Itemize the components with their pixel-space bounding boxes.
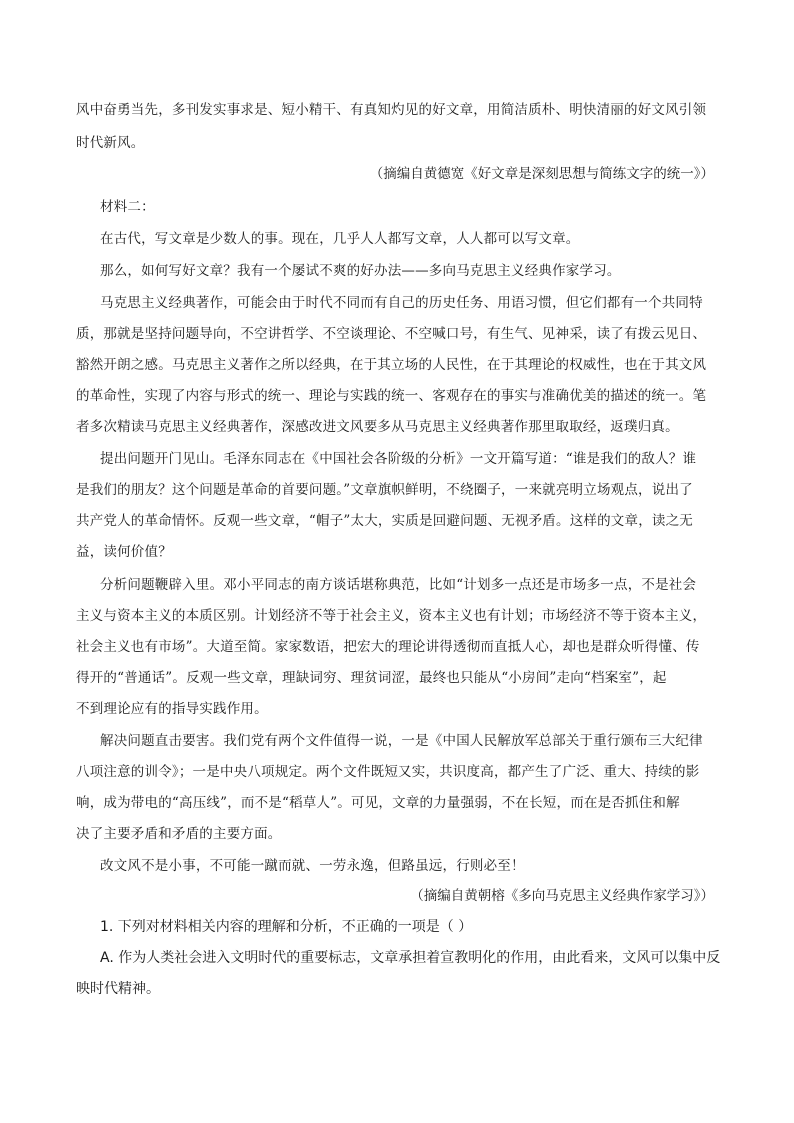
question-stem: 1. 下列对材料相关内容的理解和分析，不正确的一项是（ ） [100, 919, 473, 935]
paragraph: 在古代，写文章是少数人的事。现在，几乎人人都写文章，人人都可以写文章。 [100, 231, 580, 247]
paragraph-line: 的革命性，实现了内容与形式的统一、理论与实践的统一、客观存在的事实与准确优美的描述的统一。笔 [76, 388, 707, 404]
paragraph-line: 益，读何价值？ [76, 544, 172, 560]
paragraph-line: 主义与资本主义的本质区别。计划经济不等于社会主义，资本主义也有计划；市场经济不等于资本主义， [76, 608, 707, 624]
paragraph-line: 社会主义也有市场”。大道至简。家家数语，把宏大的理论讲得透彻而直抵人心，却也是群众听得懂、传 [76, 639, 700, 655]
paragraph-line: 共产党人的革命情怀。反观一些文章，“帽子”太大，实质是回避问题、无视矛盾。这样的文章，读之无 [76, 513, 694, 529]
material-two-source: （摘编自黄朝榕《多向马克思主义经典作家学习》） [410, 888, 714, 904]
paragraph-line: 得开的“普通话”。反观一些文章，理缺词穷、理贫词涩，最终也只能从“小房间”走向“档案室”，起 [76, 670, 667, 686]
paragraph-line: 者多次精读马克思主义经典著作，深感改进文风要多从马克思主义经典著作那里取取经，返璞归真。 [76, 419, 679, 435]
paragraph: 改文风不是小事，不可能一蹴而就、一劳永逸，但路虽远，行则必至！ [100, 858, 525, 874]
paragraph-line: 提出问题开门见山。毛泽东同志在《中国社会各阶级的分析》一文开篇写道：“谁是我们的敌人？谁 [100, 451, 697, 467]
paragraph-line: 豁然开朗之感。马克思主义著作之所以经典，在于其立场的人民性，在于其理论的权威性，也在于其文风 [76, 357, 707, 373]
paragraph-line: 解决问题直击要害。我们党有两个文件值得一说，一是《中国人民解放军总部关于重行颁布三大纪律 [100, 733, 703, 749]
material-two-heading: 材料二： [100, 199, 155, 215]
option-a-line: A. 作为人类社会进入文明时代的重要标志，文章承担着宣教明化的作用，由此看来，文风可以集中反 [100, 950, 721, 966]
paragraph-line: 分析问题鞭辟入里。邓小平同志的南方谈话堪称典范，比如“计划多一点还是市场多一点，不是社会 [100, 577, 697, 593]
paragraph-line: 不到理论应有的指导实践作用。 [76, 701, 268, 717]
material-one-line: 风中奋勇当先，多刊发实事求是、短小精干、有真知灼见的好文章，用简洁质朴、明快清丽的好文风引领 [76, 102, 707, 118]
paragraph-line: 八项注意的训令》；一是中央八项规定。两个文件既短又实，共识度高，都产生了广泛、重大、持续的影 [76, 764, 700, 780]
material-one-source: （摘编自黄德宽《好文章是深刻思想与简练文字的统一》） [369, 166, 714, 182]
paragraph-line: 马克思主义经典著作，可能会由于时代不同而有自己的历史任务、用语习惯，但它们都有一个共同特 [100, 295, 703, 311]
option-a-line: 映时代精神。 [76, 981, 160, 997]
paragraph-line: 决了主要矛盾和矛盾的主要方面。 [76, 826, 282, 842]
material-one-line: 时代新风。 [76, 135, 145, 151]
paragraph: 那么，如何写好文章？我有一个屡试不爽的好办法——多向马克思主义经典作家学习。 [100, 263, 621, 279]
paragraph-line: 是我们的朋友？这个问题是革命的首要问题。”文章旗帜鲜明，不绕圈子，一来就亮明立场观点，说出了 [76, 482, 693, 498]
paragraph-line: 响，成为带电的“高压线”，而不是“稻草人”。可见，文章的力量强弱，不在长短，而在是否抓住和解 [76, 795, 680, 811]
paragraph-line: 质，那就是坚持问题导向，不空讲哲学、不空谈理论、不空喊口号，有生气、见神采，读了有拨云见日、 [76, 326, 707, 342]
